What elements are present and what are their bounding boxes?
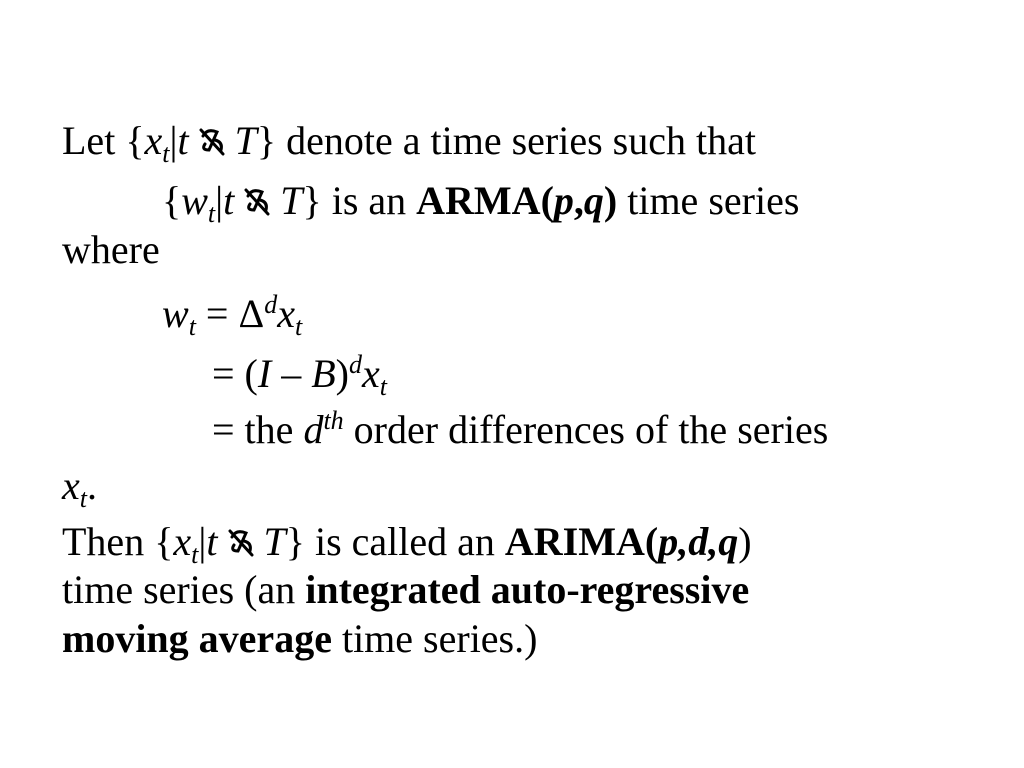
param-comma: , (573, 178, 584, 223)
sub-t: t (162, 139, 170, 168)
sub-t: t (79, 484, 87, 513)
var-T: T (280, 178, 303, 223)
line-equation-backshift (212, 350, 387, 401)
param-p: p (553, 178, 574, 223)
equals-open: = ( (212, 351, 258, 396)
sub-t: t (207, 199, 216, 228)
brace-open: { (162, 178, 182, 223)
sup-d: d (348, 350, 362, 379)
sup-d: d (264, 290, 278, 319)
brace-close: } (256, 118, 277, 163)
var-T: T (234, 118, 257, 163)
brace-open: { (125, 118, 145, 163)
paren-close: ) (335, 351, 349, 396)
text-integrated-auto-regressive: integrated auto-regressive (305, 567, 750, 612)
var-x: x (361, 351, 380, 396)
line-where (62, 226, 160, 274)
var-x: x (277, 291, 295, 336)
text-is-an: is an (321, 178, 417, 223)
arma-close: ) (603, 178, 618, 223)
var-x: x (173, 519, 192, 564)
text-let: Let (62, 118, 126, 163)
element-of-icon (226, 527, 256, 559)
arima-label: ARIMA( (504, 519, 659, 564)
sub-t: t (294, 312, 303, 341)
line-equation-delta (162, 290, 303, 341)
bar-symbol: | (169, 118, 178, 163)
delta-symbol: Δ (238, 291, 265, 336)
brace-open: { (154, 519, 174, 564)
var-I: I (257, 351, 272, 396)
arma-label: ARMA( (416, 178, 554, 223)
text-time-series: time series (617, 178, 800, 223)
element-of-icon (242, 186, 272, 218)
var-T: T (263, 519, 286, 564)
line-integrated (62, 566, 749, 614)
line-equation-description (212, 406, 828, 454)
text-order-differences: order differences of the series (343, 407, 829, 452)
var-t: t (206, 519, 218, 564)
text-is-called: is called an (304, 519, 505, 564)
minus: – (271, 351, 312, 396)
period: . (87, 463, 97, 508)
text-time-series-an: time series (an (62, 567, 306, 612)
var-d: d (303, 407, 324, 452)
bar-symbol: | (198, 519, 207, 564)
text-then: Then (62, 519, 155, 564)
var-B: B (311, 351, 336, 396)
brace-close: } (302, 178, 322, 223)
var-t: t (177, 118, 189, 163)
var-w: w (162, 291, 189, 336)
line-moving-average (62, 615, 537, 663)
equals-the: = the (212, 407, 304, 452)
line-arima-conclusion (62, 518, 752, 569)
brace-close: } (285, 519, 305, 564)
var-t: t (223, 178, 235, 223)
line-arma-condition (162, 177, 800, 228)
text-denote: denote a time series such that (276, 118, 756, 163)
arima-close: ) (738, 519, 752, 564)
equals: = (195, 291, 239, 336)
var-w: w (181, 178, 208, 223)
text-time-series-end: time series.) (331, 616, 538, 661)
text-moving-average: moving average (62, 616, 332, 661)
var-x: x (62, 463, 80, 508)
sub-t: t (379, 372, 387, 401)
bar-symbol: | (215, 178, 224, 223)
text-where: where (62, 227, 160, 272)
var-x: x (144, 118, 163, 163)
sub-t: t (191, 540, 199, 569)
sub-t: t (188, 312, 196, 341)
line-xt (62, 462, 97, 513)
line-definition-intro (62, 117, 756, 168)
element-of-icon (197, 126, 227, 158)
arima-params: p,d,q (658, 519, 739, 564)
param-q: q (583, 178, 604, 223)
sup-th: th (323, 406, 344, 435)
